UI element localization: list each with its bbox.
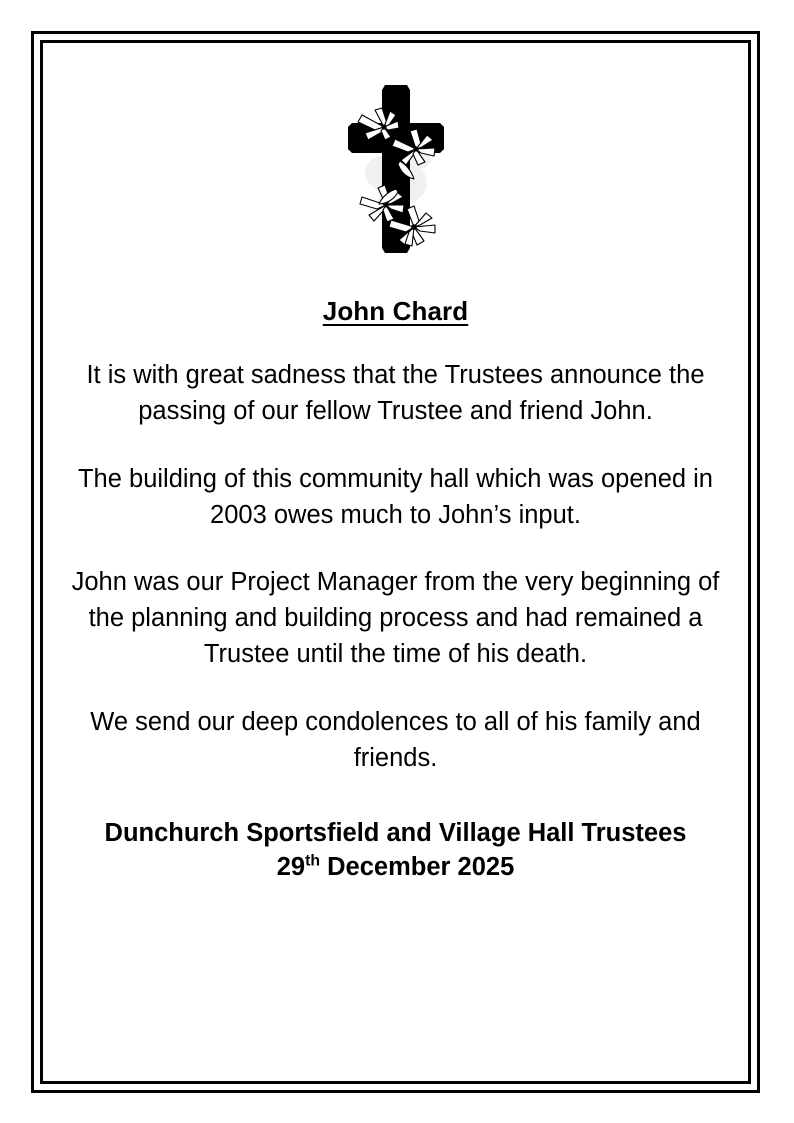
notice-content: [43, 43, 748, 1081]
signature-date-rest: December 2025: [320, 853, 515, 882]
signature-block: [67, 816, 724, 884]
signature-organisation: Dunchurch Sportsfield and Village Hall Trustees: [104, 819, 687, 848]
signature-date-day: 29: [276, 853, 306, 882]
body-text: [67, 357, 724, 776]
cross-with-lilies-icon: [67, 65, 724, 270]
body-paragraph-3: John was our Project Manager from the very beginning of the planning and building process and had remained a Trustee until the time of his death.: [71, 568, 720, 669]
body-paragraph-2: The building of this community hall which was opened in 2003 owes much to John’s input.: [77, 464, 713, 529]
body-paragraph-4: We send our deep condolences to all of his family and friends.: [90, 707, 701, 772]
body-paragraph-1: It is with great sadness that the Trustees announce the passing of our fellow Trustee and friend John.: [86, 361, 705, 426]
signature-date-ordinal: th: [305, 852, 321, 870]
signature-date: [67, 850, 724, 884]
notice-inner-border: [40, 40, 751, 1084]
page-title: John Chard: [322, 296, 469, 326]
notice-outer-border: [31, 31, 760, 1093]
